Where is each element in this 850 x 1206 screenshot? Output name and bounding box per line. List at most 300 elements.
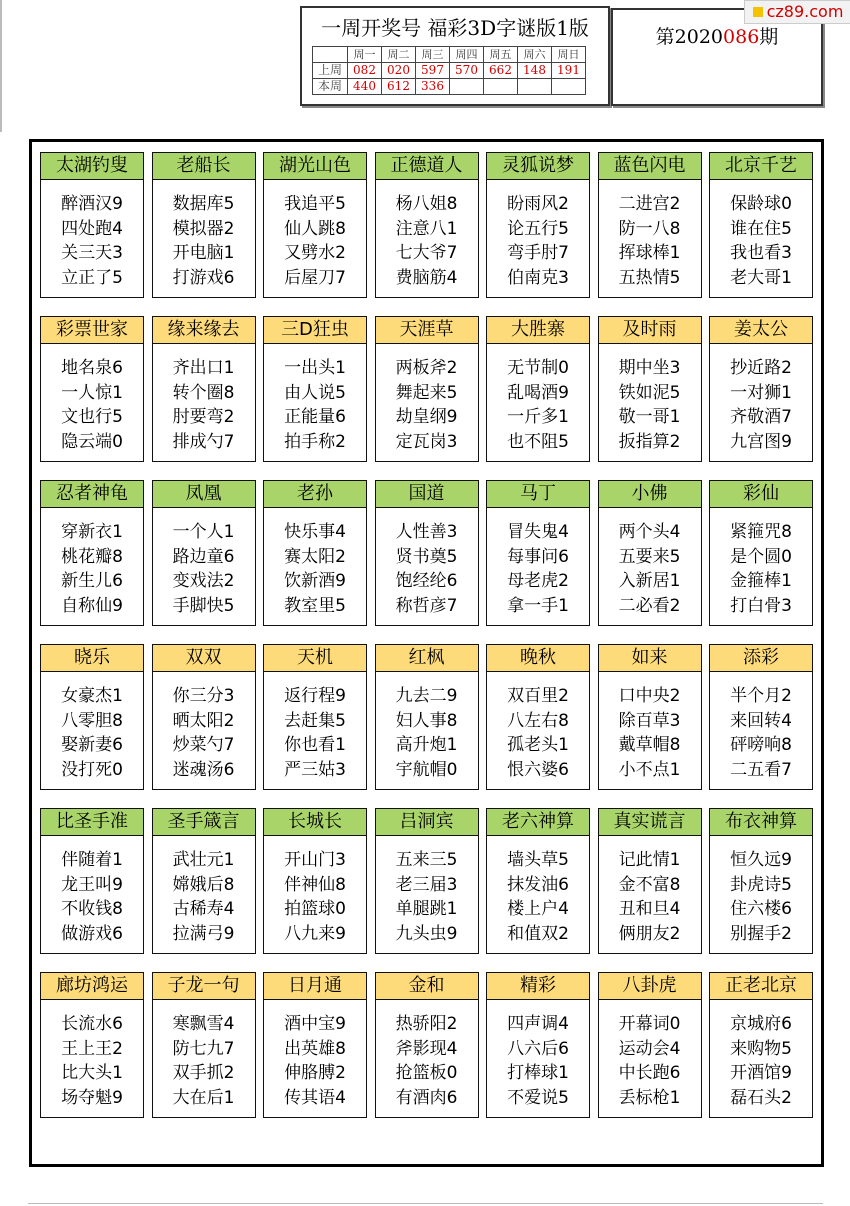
riddle-card xyxy=(598,972,702,1118)
riddle-line: 开山门3 xyxy=(284,850,346,870)
riddle-line: 齐出口1 xyxy=(172,358,235,378)
riddle-line: 杨八姐8 xyxy=(395,194,458,214)
riddle-line: 开幕词0 xyxy=(618,1014,681,1034)
riddle-lines xyxy=(41,344,143,454)
riddle-card xyxy=(598,644,702,790)
riddle-author: 马丁 xyxy=(487,481,589,508)
riddle-line: 拍篮球0 xyxy=(284,899,346,919)
riddle-line: 赛太阳2 xyxy=(284,546,346,567)
riddle-line: 去赶集5 xyxy=(284,710,346,731)
weekly-draw-table xyxy=(312,46,586,95)
riddle-card xyxy=(152,972,256,1118)
riddle-line: 高升炮1 xyxy=(395,735,458,755)
riddle-line: 抹发油6 xyxy=(507,874,569,895)
riddle-line: 穿新衣1 xyxy=(61,522,123,542)
riddle-line: 仙人跳8 xyxy=(284,218,346,239)
riddle-line: 关三天3 xyxy=(61,243,123,263)
riddle-line: 入新居1 xyxy=(618,571,681,591)
riddle-author: 子龙一句 xyxy=(153,973,255,1000)
riddle-card xyxy=(375,152,479,298)
riddle-author: 金和 xyxy=(376,973,478,1000)
riddle-lines xyxy=(153,508,255,618)
riddle-author: 蓝色闪电 xyxy=(599,153,701,180)
riddle-grid xyxy=(40,152,815,1118)
riddle-line: 论五行5 xyxy=(507,218,569,239)
riddle-line: 隐云端0 xyxy=(61,431,123,452)
riddle-line: 挥球棒1 xyxy=(618,243,681,263)
riddle-line: 伸胳膊2 xyxy=(284,1063,346,1083)
riddle-line: 打白骨3 xyxy=(730,595,792,616)
riddle-card xyxy=(709,808,813,954)
riddle-line: 运动会4 xyxy=(618,1038,681,1059)
riddle-line: 转个圈8 xyxy=(172,382,235,403)
riddle-line: 你三分3 xyxy=(172,686,235,706)
riddle-line: 娶新妻6 xyxy=(61,735,123,755)
riddle-line: 一斤多1 xyxy=(507,407,569,427)
riddle-line: 九去二9 xyxy=(395,686,458,706)
riddle-line: 正能量6 xyxy=(284,407,346,427)
riddle-line: 双手抓2 xyxy=(172,1063,235,1083)
riddle-line: 紧箍咒8 xyxy=(730,522,792,542)
riddle-card xyxy=(263,972,367,1118)
riddle-line: 冒失鬼4 xyxy=(507,522,569,542)
riddle-author: 天涯草 xyxy=(376,317,478,344)
weekday-label: 周二 xyxy=(382,47,416,63)
riddle-line: 记此情1 xyxy=(618,850,681,870)
riddle-author: 彩票世家 xyxy=(41,317,143,344)
riddle-line: 俩朋友2 xyxy=(618,923,681,944)
draw-number: 191 xyxy=(552,63,586,79)
riddle-card xyxy=(486,152,590,298)
riddle-line: 开酒馆9 xyxy=(730,1063,792,1083)
riddle-line: 半个月2 xyxy=(730,686,792,706)
riddle-line: 严三姑3 xyxy=(284,759,346,780)
riddle-lines xyxy=(41,672,143,782)
riddle-line: 保龄球0 xyxy=(730,194,792,214)
riddle-card xyxy=(375,480,479,626)
riddle-author: 三D狂虫 xyxy=(264,317,366,344)
draw-number xyxy=(450,79,484,95)
riddle-line: 扳指算2 xyxy=(618,431,681,452)
riddle-lines xyxy=(599,672,701,782)
riddle-lines xyxy=(487,672,589,782)
riddle-line: 恨六婆6 xyxy=(507,759,569,780)
riddle-line: 防七九7 xyxy=(172,1038,235,1059)
riddle-line: 八九来9 xyxy=(284,923,346,944)
riddle-line: 弯手肘7 xyxy=(507,243,569,263)
riddle-line: 舞起来5 xyxy=(395,382,458,403)
weekday-label: 周四 xyxy=(450,47,484,63)
riddle-lines xyxy=(264,836,366,946)
riddle-lines xyxy=(487,344,589,454)
riddle-card xyxy=(40,972,144,1118)
riddle-line: 定瓦岗3 xyxy=(395,431,458,452)
riddle-line: 二进宫2 xyxy=(618,194,681,214)
row-label: 上周 xyxy=(313,63,348,79)
riddle-line: 武壮元1 xyxy=(172,850,235,870)
riddle-line: 桃花瓣8 xyxy=(61,546,123,567)
site-badge-text: cz89.com xyxy=(766,2,844,21)
riddle-line: 做游戏6 xyxy=(61,923,123,944)
left-edge-line xyxy=(0,0,2,132)
riddle-line: 丢标枪1 xyxy=(618,1087,681,1108)
riddle-line: 戴草帽8 xyxy=(618,735,681,755)
riddle-author: 精彩 xyxy=(487,973,589,1000)
riddle-line: 伴神仙8 xyxy=(284,874,346,895)
riddle-author: 大胜寨 xyxy=(487,317,589,344)
riddle-author: 八卦虎 xyxy=(599,973,701,1000)
riddle-line: 龙王叫9 xyxy=(61,874,123,895)
riddle-author: 缘来缘去 xyxy=(153,317,255,344)
riddle-line: 九头虫9 xyxy=(395,923,458,944)
riddle-card xyxy=(486,808,590,954)
riddle-card xyxy=(40,152,144,298)
issue-number: 第2020086期 xyxy=(655,26,779,48)
riddle-author: 及时雨 xyxy=(599,317,701,344)
weekday-label: 周三 xyxy=(416,47,450,63)
riddle-author: 日月通 xyxy=(264,973,366,1000)
riddle-card xyxy=(263,808,367,954)
riddle-line: 二必看2 xyxy=(618,595,681,616)
riddle-lines xyxy=(153,1000,255,1110)
riddle-line: 大在后1 xyxy=(172,1087,235,1108)
riddle-line: 无节制0 xyxy=(507,358,569,378)
riddle-lines xyxy=(376,344,478,454)
bottom-divider xyxy=(28,1203,823,1204)
riddle-author: 湖光山色 xyxy=(264,153,366,180)
riddle-line: 饱经纶6 xyxy=(395,571,458,591)
riddle-line: 四声调4 xyxy=(507,1014,569,1034)
riddle-author: 布衣神算 xyxy=(710,809,812,836)
riddle-line: 传其语4 xyxy=(284,1087,346,1108)
riddle-line: 中长跑6 xyxy=(618,1063,681,1083)
riddle-line: 抄近路2 xyxy=(730,358,792,378)
riddle-card xyxy=(263,152,367,298)
riddle-lines xyxy=(487,180,589,290)
riddle-line: 抢篮板0 xyxy=(395,1063,458,1083)
riddle-lines xyxy=(264,1000,366,1110)
riddle-card xyxy=(40,316,144,462)
riddle-card xyxy=(486,972,590,1118)
riddle-card xyxy=(375,972,479,1118)
draw-number xyxy=(518,79,552,95)
riddle-line: 女豪杰1 xyxy=(61,686,123,706)
riddle-line: 人性善3 xyxy=(395,522,458,542)
riddle-line: 炒菜勺7 xyxy=(172,735,235,755)
riddle-author: 红枫 xyxy=(376,645,478,672)
riddle-line: 路边童6 xyxy=(172,546,235,567)
riddle-author: 廊坊鸿运 xyxy=(41,973,143,1000)
riddle-line: 恒久远9 xyxy=(730,850,792,870)
riddle-author: 长城长 xyxy=(264,809,366,836)
riddle-line: 一人惊1 xyxy=(61,382,123,403)
riddle-line: 一出头1 xyxy=(284,358,346,378)
riddle-lines xyxy=(41,836,143,946)
riddle-lines xyxy=(264,672,366,782)
riddle-card xyxy=(263,480,367,626)
riddle-author: 双双 xyxy=(153,645,255,672)
draw-number: 570 xyxy=(450,63,484,79)
site-badge[interactable] xyxy=(744,0,850,24)
riddle-lines xyxy=(376,1000,478,1110)
riddle-lines xyxy=(153,180,255,290)
riddle-author: 如来 xyxy=(599,645,701,672)
riddle-line: 古稀寿4 xyxy=(172,899,235,919)
riddle-line: 除百草3 xyxy=(618,710,681,731)
riddle-board xyxy=(29,139,824,1167)
riddle-lines xyxy=(376,836,478,946)
draw-number: 020 xyxy=(382,63,416,79)
riddle-line: 有酒肉6 xyxy=(395,1087,458,1108)
riddle-card xyxy=(598,480,702,626)
riddle-line: 模拟器2 xyxy=(172,218,235,239)
riddle-line: 宇航帽0 xyxy=(395,759,458,780)
riddle-author: 灵狐说梦 xyxy=(487,153,589,180)
riddle-line: 谁在住5 xyxy=(730,218,792,239)
riddle-card xyxy=(709,152,813,298)
riddle-author: 真实谎言 xyxy=(599,809,701,836)
riddle-line: 四处跑4 xyxy=(61,218,123,239)
weekday-label: 周日 xyxy=(552,47,586,63)
riddle-author: 老孙 xyxy=(264,481,366,508)
riddle-line: 九宫图9 xyxy=(730,431,792,452)
riddle-card xyxy=(598,808,702,954)
riddle-line: 八六后6 xyxy=(507,1038,569,1059)
riddle-line: 变戏法2 xyxy=(172,571,235,591)
riddle-line: 排成勺7 xyxy=(172,431,235,452)
riddle-line: 拍手称2 xyxy=(284,431,346,452)
riddle-line: 乱喝酒9 xyxy=(507,382,569,403)
riddle-line: 七大爷7 xyxy=(395,243,458,263)
riddle-card xyxy=(40,644,144,790)
riddle-line: 期中坐3 xyxy=(618,358,681,378)
riddle-line: 齐敬酒7 xyxy=(730,407,792,427)
riddle-lines xyxy=(41,508,143,618)
riddle-line: 你也看1 xyxy=(284,735,346,755)
weekday-header-row xyxy=(313,47,586,63)
riddle-line: 八零胆8 xyxy=(61,710,123,731)
riddle-author: 天机 xyxy=(264,645,366,672)
riddle-lines xyxy=(710,836,812,946)
riddle-line: 王上王2 xyxy=(61,1038,123,1059)
riddle-lines xyxy=(376,672,478,782)
weekly-draw-title: 一周开奖号 福彩3D字谜版1版 xyxy=(321,16,589,40)
riddle-line: 我也看3 xyxy=(730,243,792,263)
riddle-card xyxy=(152,480,256,626)
draw-number: 597 xyxy=(416,63,450,79)
riddle-line: 老大哥1 xyxy=(730,267,792,288)
site-logo-icon xyxy=(753,7,763,17)
riddle-line: 场夺魁9 xyxy=(61,1087,123,1108)
riddle-line: 贤书奠5 xyxy=(395,546,458,567)
riddle-card xyxy=(152,644,256,790)
riddle-lines xyxy=(710,1000,812,1110)
riddle-line: 由人说5 xyxy=(284,382,346,403)
row-label: 本周 xyxy=(313,79,348,95)
riddle-line: 伴随着1 xyxy=(61,850,123,870)
riddle-line: 丑和旦4 xyxy=(618,899,681,919)
riddle-line: 小不点1 xyxy=(618,759,681,780)
riddle-author: 小佛 xyxy=(599,481,701,508)
riddle-author: 凤凰 xyxy=(153,481,255,508)
riddle-line: 二五看7 xyxy=(730,759,792,780)
riddle-card xyxy=(152,152,256,298)
riddle-line: 地名泉6 xyxy=(61,358,123,378)
draw-number: 336 xyxy=(416,79,450,95)
riddle-author: 老船长 xyxy=(153,153,255,180)
riddle-line: 数据库5 xyxy=(172,194,235,214)
riddle-line: 没打死0 xyxy=(61,759,123,780)
weekday-label: 周一 xyxy=(348,47,382,63)
riddle-card xyxy=(709,972,813,1118)
riddle-line: 热骄阳2 xyxy=(395,1014,458,1034)
riddle-lines xyxy=(710,508,812,618)
riddle-card xyxy=(598,316,702,462)
riddle-line: 口中央2 xyxy=(618,686,681,706)
riddle-line: 金箍棒1 xyxy=(730,571,792,591)
riddle-author: 晚秋 xyxy=(487,645,589,672)
riddle-card xyxy=(40,808,144,954)
riddle-line: 来回转4 xyxy=(730,710,792,731)
riddle-line: 老三届3 xyxy=(395,874,458,895)
riddle-line: 长流水6 xyxy=(61,1014,123,1034)
riddle-line: 立正了5 xyxy=(61,267,123,288)
riddle-lines xyxy=(487,836,589,946)
riddle-line: 费脑筋4 xyxy=(395,267,458,288)
riddle-author: 太湖钓叟 xyxy=(41,153,143,180)
riddle-card xyxy=(152,808,256,954)
riddle-line: 打游戏6 xyxy=(172,267,235,288)
riddle-line: 盼雨风2 xyxy=(507,194,569,214)
riddle-line: 楼上户4 xyxy=(507,899,569,919)
riddle-lines xyxy=(599,344,701,454)
riddle-card xyxy=(375,316,479,462)
riddle-author: 正老北京 xyxy=(710,973,812,1000)
riddle-line: 不爱说5 xyxy=(507,1087,569,1108)
riddle-lines xyxy=(41,180,143,290)
riddle-line: 双百里2 xyxy=(507,686,569,706)
riddle-line: 来购物5 xyxy=(730,1038,792,1059)
riddle-lines xyxy=(153,344,255,454)
riddle-line: 母老虎2 xyxy=(507,571,569,591)
riddle-line: 自称仙9 xyxy=(61,595,123,616)
riddle-line: 敬一哥1 xyxy=(618,407,681,427)
riddle-line: 不收钱8 xyxy=(61,899,123,919)
riddle-line: 寒飘雪4 xyxy=(172,1014,235,1034)
riddle-line: 每事问6 xyxy=(507,546,569,567)
riddle-lines xyxy=(376,508,478,618)
riddle-card xyxy=(263,644,367,790)
riddle-card xyxy=(486,480,590,626)
riddle-line: 拉满弓9 xyxy=(172,923,235,944)
riddle-line: 开电脑1 xyxy=(172,243,235,263)
riddle-line: 手脚快5 xyxy=(172,595,235,616)
riddle-lines xyxy=(153,836,255,946)
riddle-line: 劫皇纲9 xyxy=(395,407,458,427)
riddle-line: 称哲彦7 xyxy=(395,595,458,616)
riddle-lines xyxy=(264,180,366,290)
riddle-line: 我追平5 xyxy=(284,194,346,214)
riddle-line: 砰嗙响8 xyxy=(730,735,792,755)
riddle-line: 京城府6 xyxy=(730,1014,792,1034)
riddle-line: 八左右8 xyxy=(507,710,569,731)
riddle-author: 正德道人 xyxy=(376,153,478,180)
riddle-line: 拿一手1 xyxy=(507,595,569,616)
riddle-line: 出英雄8 xyxy=(284,1038,346,1059)
riddle-line: 一个人1 xyxy=(172,522,235,542)
riddle-lines xyxy=(599,180,701,290)
riddle-lines xyxy=(710,672,812,782)
riddle-author: 姜太公 xyxy=(710,317,812,344)
riddle-line: 醉酒汉9 xyxy=(61,194,123,214)
riddle-line: 饮新酒9 xyxy=(284,571,346,591)
riddle-line: 五热情5 xyxy=(618,267,681,288)
riddle-card xyxy=(486,316,590,462)
this-week-row xyxy=(313,79,586,95)
riddle-line: 妇人事8 xyxy=(395,710,458,731)
riddle-line: 墙头草5 xyxy=(507,850,569,870)
draw-number: 662 xyxy=(484,63,518,79)
riddle-line: 住六楼6 xyxy=(730,899,792,919)
draw-number xyxy=(552,79,586,95)
riddle-line: 打棒球1 xyxy=(507,1063,569,1083)
riddle-line: 返行程9 xyxy=(284,686,346,706)
riddle-lines xyxy=(599,508,701,618)
riddle-author: 彩仙 xyxy=(710,481,812,508)
riddle-card xyxy=(375,644,479,790)
riddle-line: 一对狮1 xyxy=(730,382,792,403)
riddle-line: 新生儿6 xyxy=(61,571,123,591)
draw-number: 612 xyxy=(382,79,416,95)
riddle-line: 教室里5 xyxy=(284,595,346,616)
riddle-line: 卦虎诗5 xyxy=(730,874,792,895)
riddle-card xyxy=(375,808,479,954)
riddle-line: 比大头1 xyxy=(61,1063,123,1083)
riddle-author: 北京千艺 xyxy=(710,153,812,180)
riddle-line: 别握手2 xyxy=(730,923,792,944)
riddle-line: 嫦娥后8 xyxy=(172,874,235,895)
riddle-lines xyxy=(710,344,812,454)
riddle-card xyxy=(598,152,702,298)
riddle-lines xyxy=(41,1000,143,1110)
riddle-card xyxy=(263,316,367,462)
riddle-author: 添彩 xyxy=(710,645,812,672)
riddle-line: 磊石头2 xyxy=(730,1087,792,1108)
riddle-line: 快乐事4 xyxy=(284,522,346,542)
last-week-row xyxy=(313,63,586,79)
riddle-line: 和值双2 xyxy=(507,923,569,944)
riddle-lines xyxy=(710,180,812,290)
riddle-lines xyxy=(487,1000,589,1110)
riddle-line: 晒太阳2 xyxy=(172,710,235,731)
riddle-author: 老六神算 xyxy=(487,809,589,836)
weekday-label: 周五 xyxy=(484,47,518,63)
weekday-label: 周六 xyxy=(518,47,552,63)
riddle-line: 铁如泥5 xyxy=(618,382,681,403)
draw-number xyxy=(484,79,518,95)
draw-number: 082 xyxy=(348,63,382,79)
draw-number: 440 xyxy=(348,79,382,95)
riddle-lines xyxy=(264,344,366,454)
riddle-lines xyxy=(264,508,366,618)
riddle-card xyxy=(40,480,144,626)
weekly-draw-panel xyxy=(300,6,610,106)
riddle-line: 肘要弯2 xyxy=(172,407,235,427)
riddle-line: 后屋刀7 xyxy=(284,267,346,288)
riddle-author: 圣手箴言 xyxy=(153,809,255,836)
riddle-author: 忍者神龟 xyxy=(41,481,143,508)
riddle-line: 孤老头1 xyxy=(507,735,569,755)
